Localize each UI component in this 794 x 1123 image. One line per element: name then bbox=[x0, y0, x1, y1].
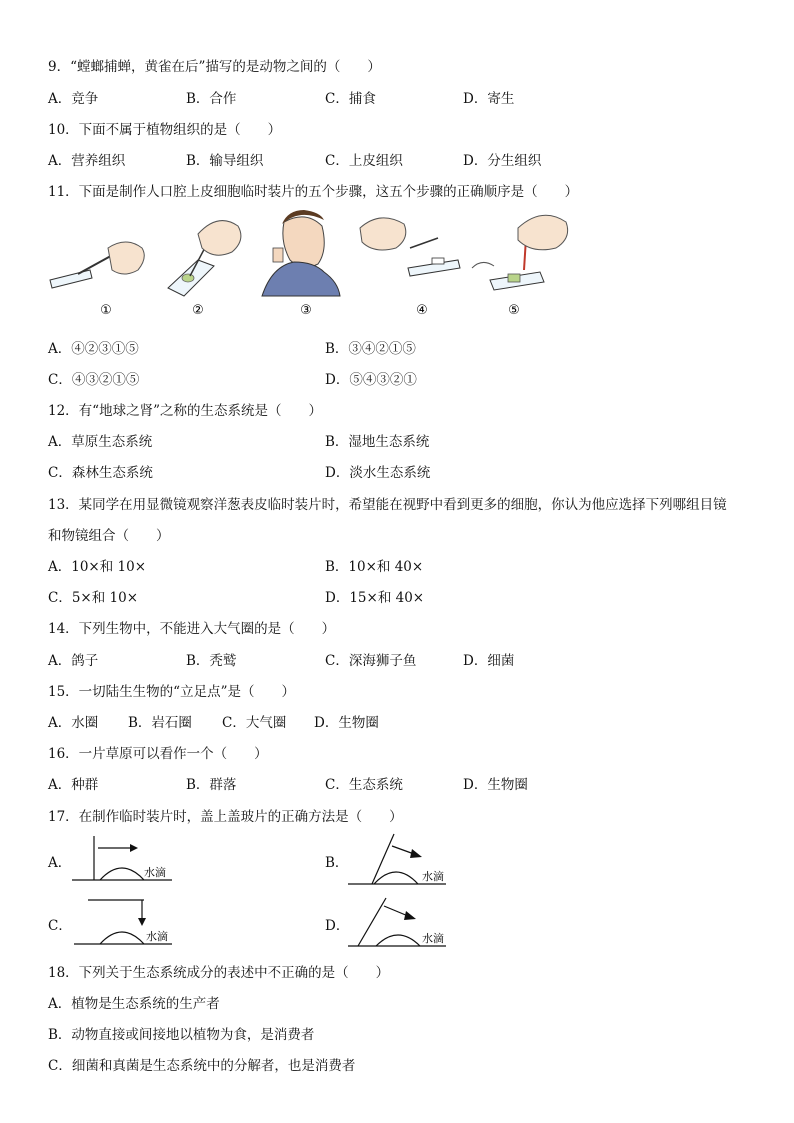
q14-option-d[interactable]: D．细菌 bbox=[463, 653, 515, 669]
q18-option-b[interactable]: B．动物直接或间接地以植物为食，是消费者 bbox=[48, 1027, 315, 1043]
question-11-stem: 11．下面是制作人口腔上皮细胞临时装片的五个步骤，这五个步骤的正确顺序是（ ） bbox=[48, 184, 579, 200]
q13-option-d[interactable]: D．15×和 40× bbox=[325, 590, 425, 606]
q9-option-a[interactable]: A．竞争 bbox=[48, 91, 99, 107]
q14-option-a[interactable]: A．鸽子 bbox=[48, 653, 99, 669]
q17-option-a[interactable]: A． bbox=[48, 855, 72, 871]
q16-option-b[interactable]: B．群落 bbox=[186, 777, 237, 793]
question-9-stem: 9．“螳螂捕蝉，黄雀在后”描写的是动物之间的（ ） bbox=[48, 59, 381, 75]
q12-option-d[interactable]: D．淡水生态系统 bbox=[325, 465, 431, 481]
q17-diagram-b[interactable] bbox=[346, 832, 452, 886]
q16-option-d[interactable]: D．生物圈 bbox=[463, 777, 528, 793]
step-label-4: ④ bbox=[416, 303, 428, 318]
q16-option-c[interactable]: C．生态系统 bbox=[325, 777, 403, 793]
question-13-stem-line2: 和物镜组合（ ） bbox=[48, 528, 170, 544]
q11-step-figures bbox=[48, 208, 588, 320]
question-14-stem: 14．下列生物中，不能进入大气圈的是（ ） bbox=[48, 621, 336, 637]
q17-option-d[interactable]: D． bbox=[325, 918, 350, 934]
q16-option-a[interactable]: A．种群 bbox=[48, 777, 99, 793]
q11-option-b[interactable]: B．③④②①⑤ bbox=[325, 341, 416, 357]
water-drop-label-c: 水滴 bbox=[146, 930, 168, 943]
q18-option-a[interactable]: A．植物是生态系统的生产者 bbox=[48, 996, 220, 1012]
step-label-2: ② bbox=[192, 303, 204, 318]
q17-option-b[interactable]: B． bbox=[325, 855, 349, 871]
q18-option-c[interactable]: C．细菌和真菌是生态系统中的分解者，也是消费者 bbox=[48, 1058, 356, 1074]
step4-dropper-illustration bbox=[360, 218, 460, 276]
q15-option-b[interactable]: B．岩石圈 bbox=[128, 715, 192, 731]
q13-option-b[interactable]: B．10×和 40× bbox=[325, 559, 424, 575]
q13-option-c[interactable]: C．5×和 10× bbox=[48, 590, 139, 606]
q12-option-b[interactable]: B．湿地生态系统 bbox=[325, 434, 430, 450]
q11-option-d[interactable]: D．⑤④③②① bbox=[325, 372, 417, 388]
question-18-stem: 18．下列关于生态系统成分的表述中不正确的是（ ） bbox=[48, 965, 390, 981]
step5-staining-illustration bbox=[472, 215, 568, 290]
q15-option-a[interactable]: A．水圈 bbox=[48, 715, 99, 731]
q15-option-d[interactable]: D．生物圈 bbox=[314, 715, 379, 731]
step1-pipette-drop-illustration bbox=[50, 242, 144, 288]
q9-option-c[interactable]: C．捕食 bbox=[325, 91, 376, 107]
step3-boy-rinsing-mouth-illustration bbox=[262, 210, 340, 296]
q9-option-b[interactable]: B．合作 bbox=[186, 91, 237, 107]
step-label-3: ③ bbox=[300, 303, 312, 318]
q12-option-a[interactable]: A．草原生态系统 bbox=[48, 434, 153, 450]
q11-option-c[interactable]: C．④③②①⑤ bbox=[48, 372, 140, 388]
q13-option-a[interactable]: A．10×和 10× bbox=[48, 559, 147, 575]
question-13-stem-line1: 13．某同学在用显微镜观察洋葱表皮临时装片时，希望能在视野中看到更多的细胞，你认为他应选择下列哪组目镜 bbox=[48, 497, 727, 513]
q17-diagram-c[interactable] bbox=[72, 894, 176, 948]
step-label-5: ⑤ bbox=[508, 303, 520, 318]
water-drop-label-a: 水滴 bbox=[144, 866, 166, 879]
water-drop-label-b: 水滴 bbox=[422, 870, 444, 883]
q9-option-d[interactable]: D．寄生 bbox=[463, 91, 515, 107]
q10-option-a[interactable]: A．营养组织 bbox=[48, 153, 126, 169]
q15-option-c[interactable]: C．大气圈 bbox=[222, 715, 287, 731]
question-17-stem: 17．在制作临时装片时，盖上盖玻片的正确方法是（ ） bbox=[48, 809, 403, 825]
q10-option-d[interactable]: D．分生组织 bbox=[463, 153, 542, 169]
q10-option-c[interactable]: C．上皮组织 bbox=[325, 153, 403, 169]
question-10-stem: 10．下面不属于植物组织的是（ ） bbox=[48, 122, 282, 138]
question-16-stem: 16．一片草原可以看作一个（ ） bbox=[48, 746, 268, 762]
water-drop-label-d: 水滴 bbox=[422, 932, 444, 945]
question-15-stem: 15．一切陆生生物的“立足点”是（ ） bbox=[48, 684, 295, 700]
step2-smear-illustration bbox=[168, 221, 241, 296]
q14-option-b[interactable]: B．秃鹫 bbox=[186, 653, 237, 669]
q17-diagram-a[interactable] bbox=[72, 834, 176, 886]
step-label-1: ① bbox=[100, 303, 112, 318]
q12-option-c[interactable]: C．森林生态系统 bbox=[48, 465, 153, 481]
q11-option-a[interactable]: A．④②③①⑤ bbox=[48, 341, 139, 357]
q17-diagram-d[interactable] bbox=[346, 894, 452, 948]
q14-option-c[interactable]: C．深海狮子鱼 bbox=[325, 653, 417, 669]
q17-option-c[interactable]: C． bbox=[48, 918, 72, 934]
question-12-stem: 12．有“地球之肾”之称的生态系统是（ ） bbox=[48, 403, 322, 419]
q10-option-b[interactable]: B．输导组织 bbox=[186, 153, 264, 169]
